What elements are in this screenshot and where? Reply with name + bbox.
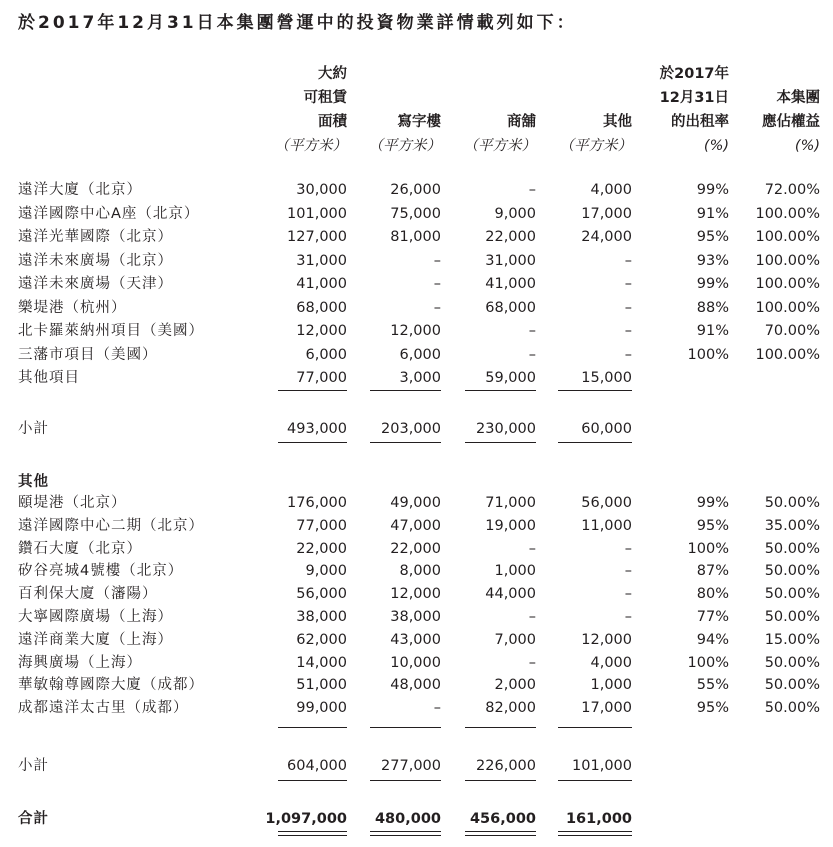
occupancy-cell: 99% — [696, 276, 729, 292]
property-name: 遠洋商業大廈（上海） — [18, 631, 173, 648]
retail-cell: – — [528, 346, 536, 363]
interest-cell: 35.00% — [764, 517, 820, 534]
header-retail: 商舖 （平方米） — [463, 114, 536, 154]
office-cell: 12,000 — [390, 323, 441, 339]
occupancy-cell: 88% — [696, 299, 729, 316]
other-cell: 4,000 — [590, 654, 632, 671]
retail-cell: 41,000 — [485, 276, 536, 292]
retail-cell: 68,000 — [485, 299, 536, 316]
office-cell: – — [433, 700, 441, 717]
rule — [278, 780, 347, 781]
interest-cell: 100.00% — [755, 252, 820, 269]
area-cell: 77,000 — [296, 370, 347, 386]
office-cell: 480,000 — [374, 811, 441, 827]
property-name: 成都遠洋太古里（成都） — [18, 700, 189, 717]
retail-cell: 71,000 — [485, 495, 536, 511]
retail-cell: 456,000 — [469, 811, 536, 827]
area-cell: 99,000 — [296, 700, 347, 717]
office-cell: 203,000 — [381, 421, 441, 437]
table-row — [0, 418, 833, 441]
interest-cell: 50.00% — [764, 495, 820, 511]
other-cell: 101,000 — [572, 758, 632, 774]
property-name: 遠洋光華國際（北京） — [18, 229, 173, 245]
table-row — [0, 297, 833, 320]
office-cell: 8,000 — [399, 563, 441, 580]
property-name: 鑽石大廈（北京） — [18, 540, 142, 557]
office-cell: 43,000 — [390, 631, 441, 648]
interest-cell: 15.00% — [764, 631, 820, 648]
property-name: 其他項目 — [18, 370, 80, 386]
table-row — [0, 606, 833, 629]
office-cell: 10,000 — [390, 654, 441, 671]
table-row — [0, 367, 833, 390]
property-name: 百利保大廈（瀋陽） — [18, 586, 158, 603]
interest-cell: 100.00% — [755, 299, 820, 316]
office-cell: – — [433, 299, 441, 316]
table-row — [0, 344, 833, 367]
interest-cell: 100.00% — [755, 205, 820, 222]
rule — [370, 442, 441, 443]
area-cell: 31,000 — [296, 252, 347, 269]
area-cell: 38,000 — [296, 609, 347, 625]
office-cell: 26,000 — [390, 182, 441, 198]
property-name: 小計 — [18, 421, 49, 437]
other-cell: 11,000 — [581, 517, 632, 534]
area-cell: 101,000 — [287, 205, 347, 222]
retail-cell: 230,000 — [476, 421, 536, 437]
other-cell: 24,000 — [581, 229, 632, 245]
other-cell: 15,000 — [581, 370, 632, 386]
retail-cell: 31,000 — [485, 252, 536, 269]
interest-cell: 100.00% — [755, 229, 820, 245]
rule — [465, 390, 536, 391]
table-row — [0, 538, 833, 561]
other-cell: – — [624, 540, 632, 557]
area-cell: 51,000 — [296, 677, 347, 694]
rule — [465, 727, 536, 728]
retail-cell: – — [528, 182, 536, 198]
area-cell: 77,000 — [296, 517, 347, 534]
retail-cell: 1,000 — [494, 563, 536, 580]
other-cell: 161,000 — [565, 811, 632, 827]
interest-cell: 50.00% — [764, 563, 820, 580]
interest-cell: 100.00% — [755, 346, 820, 363]
office-cell: 277,000 — [381, 758, 441, 774]
occupancy-cell: 99% — [696, 182, 729, 198]
occupancy-cell: 55% — [696, 677, 729, 694]
interest-cell: 50.00% — [764, 609, 820, 625]
area-cell: 12,000 — [296, 323, 347, 339]
table-row — [0, 674, 833, 697]
occupancy-cell: 91% — [696, 205, 729, 222]
other-cell: – — [624, 252, 632, 269]
property-name: 大寧國際廣場（上海） — [18, 609, 173, 625]
area-cell: 176,000 — [287, 495, 347, 511]
table-row — [0, 583, 833, 606]
retail-cell: 9,000 — [494, 205, 536, 222]
area-cell: 62,000 — [296, 631, 347, 648]
rule — [465, 780, 536, 781]
occupancy-cell: 91% — [696, 323, 729, 339]
other-cell: 12,000 — [581, 631, 632, 648]
table-row — [0, 320, 833, 343]
table-row — [0, 273, 833, 296]
retail-cell: – — [528, 609, 536, 625]
retail-cell: 22,000 — [485, 229, 536, 245]
other-cell: 1,000 — [590, 677, 632, 694]
other-cell: – — [624, 609, 632, 625]
occupancy-cell: 77% — [696, 609, 729, 625]
office-cell: 75,000 — [390, 205, 441, 222]
office-cell: – — [433, 276, 441, 292]
property-name: 海興廣場（上海） — [18, 654, 142, 671]
table-row — [0, 203, 833, 226]
property-name: 矽谷亮城4號樓（北京） — [18, 563, 184, 580]
area-cell: 6,000 — [305, 346, 347, 363]
occupancy-cell: 94% — [696, 631, 729, 648]
property-name: 樂堤港（杭州） — [18, 299, 127, 316]
header-other: 其他 （平方米） — [559, 114, 632, 154]
property-name: 小計 — [18, 758, 49, 774]
table-row — [0, 492, 833, 515]
rule — [278, 390, 347, 391]
retail-cell: 44,000 — [485, 586, 536, 603]
other-cell: – — [624, 563, 632, 580]
retail-cell: – — [528, 654, 536, 671]
retail-cell: 19,000 — [485, 517, 536, 534]
rule — [465, 442, 536, 443]
property-name: 合計 — [18, 811, 49, 827]
office-cell: 3,000 — [399, 370, 441, 386]
header-office: 寫字樓 （平方米） — [368, 114, 441, 154]
office-cell: 12,000 — [390, 586, 441, 603]
retail-cell: – — [528, 323, 536, 339]
occupancy-cell: 95% — [696, 229, 729, 245]
area-cell: 127,000 — [287, 229, 347, 245]
property-name: 遠洋未來廣場（北京） — [18, 252, 173, 269]
area-cell: 1,097,000 — [265, 811, 347, 827]
retail-cell: – — [528, 540, 536, 557]
interest-cell: 50.00% — [764, 700, 820, 717]
table-row — [0, 697, 833, 720]
interest-cell: 100.00% — [755, 276, 820, 292]
occupancy-cell: 95% — [696, 700, 729, 717]
occupancy-cell: 93% — [696, 252, 729, 269]
table-row — [0, 226, 833, 249]
rule — [558, 727, 632, 728]
office-cell: 47,000 — [390, 517, 441, 534]
area-cell: 9,000 — [305, 563, 347, 580]
other-cell: 17,000 — [581, 205, 632, 222]
occupancy-cell: 87% — [696, 563, 729, 580]
table-row — [0, 755, 833, 778]
other-cell: – — [624, 586, 632, 603]
header-interest: 本集團 應佔權益 (%) — [762, 90, 820, 154]
other-cell: 17,000 — [581, 700, 632, 717]
double-rule — [465, 831, 536, 836]
area-cell: 604,000 — [287, 758, 347, 774]
office-cell: 6,000 — [399, 346, 441, 363]
office-cell: 48,000 — [390, 677, 441, 694]
other-cell: – — [624, 346, 632, 363]
other-cell: 56,000 — [581, 495, 632, 511]
retail-cell: 2,000 — [494, 677, 536, 694]
table-row — [0, 515, 833, 538]
property-name: 華敏翰尊國際大廈（成都） — [18, 677, 204, 694]
double-rule — [558, 831, 632, 836]
other-cell: – — [624, 276, 632, 292]
property-name: 三藩市項目（美國） — [18, 346, 158, 363]
interest-cell: 50.00% — [764, 677, 820, 694]
occupancy-cell: 95% — [696, 517, 729, 534]
retail-cell: 7,000 — [494, 631, 536, 648]
double-rule — [370, 831, 441, 836]
area-cell: 30,000 — [296, 182, 347, 198]
table-row — [0, 179, 833, 202]
occupancy-cell: 99% — [696, 495, 729, 511]
rule — [558, 780, 632, 781]
area-cell: 493,000 — [287, 421, 347, 437]
occupancy-cell: 100% — [687, 346, 729, 363]
interest-cell: 50.00% — [764, 586, 820, 603]
interest-cell: 50.00% — [764, 540, 820, 557]
area-cell: 22,000 — [296, 540, 347, 557]
rule — [558, 390, 632, 391]
occupancy-cell: 100% — [687, 654, 729, 671]
area-cell: 56,000 — [296, 586, 347, 603]
other-cell: – — [624, 299, 632, 316]
header-occupancy: 於2017年 12月31日 的出租率 (%) — [659, 66, 729, 154]
double-rule — [278, 831, 347, 836]
area-cell: 41,000 — [296, 276, 347, 292]
area-cell: 68,000 — [296, 299, 347, 316]
rule — [278, 442, 347, 443]
table-row — [0, 560, 833, 583]
header-area: 大約 可租賃 面積 （平方米） — [274, 66, 347, 154]
property-name: 遠洋未來廣場（天津） — [18, 276, 173, 292]
retail-cell: 82,000 — [485, 700, 536, 717]
rule — [558, 442, 632, 443]
occupancy-cell: 80% — [696, 586, 729, 603]
occupancy-cell: 100% — [687, 540, 729, 557]
office-cell: – — [433, 252, 441, 269]
table-row — [0, 250, 833, 273]
office-cell: 49,000 — [390, 495, 441, 511]
other-cell: 4,000 — [590, 182, 632, 198]
other-cell: – — [624, 323, 632, 339]
rule — [370, 390, 441, 391]
property-name: 頤堤港（北京） — [18, 495, 127, 511]
office-cell: 38,000 — [390, 609, 441, 625]
rule — [370, 727, 441, 728]
office-cell: 22,000 — [390, 540, 441, 557]
table-row — [0, 808, 833, 831]
table-row — [0, 629, 833, 652]
rule — [370, 780, 441, 781]
interest-cell: 72.00% — [764, 182, 820, 198]
retail-cell: 226,000 — [476, 758, 536, 774]
office-cell: 81,000 — [390, 229, 441, 245]
interest-cell: 50.00% — [764, 654, 820, 671]
property-name: 遠洋國際中心二期（北京） — [18, 517, 204, 534]
table-row — [0, 652, 833, 675]
property-name: 北卡羅萊納州項目（美國） — [18, 323, 204, 339]
area-cell: 14,000 — [296, 654, 347, 671]
interest-cell: 70.00% — [764, 323, 820, 339]
other-cell: 60,000 — [581, 421, 632, 437]
property-name: 遠洋大廈（北京） — [18, 182, 142, 198]
page-title: 於2017年12月31日本集團營運中的投資物業詳情載列如下： — [18, 13, 577, 33]
property-name: 遠洋國際中心A座（北京） — [18, 205, 200, 222]
rule — [278, 727, 347, 728]
section-heading: 其他 — [18, 474, 49, 490]
retail-cell: 59,000 — [485, 370, 536, 386]
